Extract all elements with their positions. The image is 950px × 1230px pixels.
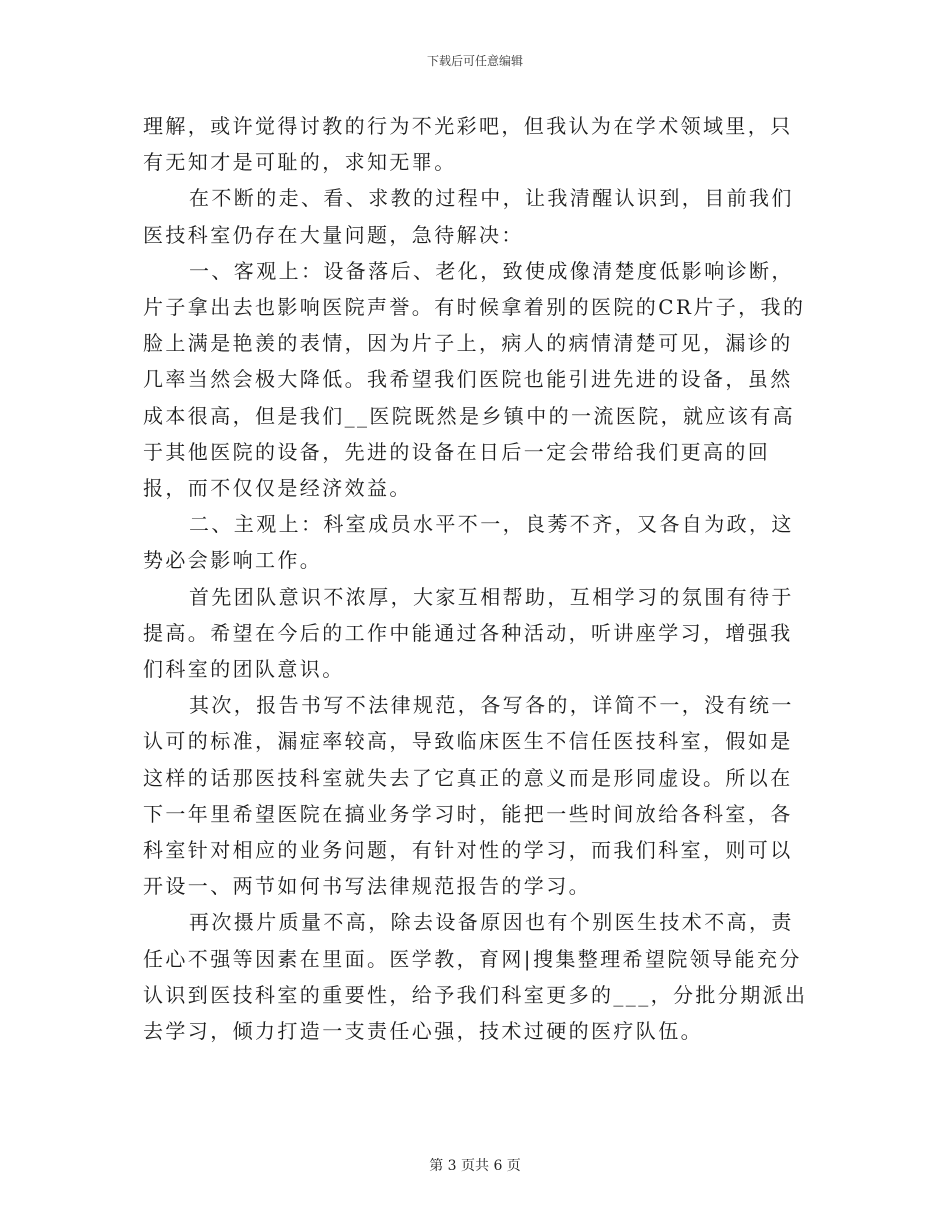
paragraph: 在不断的走、看、求教的过程中，让我清醒认识到，目前我们医技科室仍存在大量问题，急待解决： <box>143 186 794 247</box>
paragraph: 二、主观上：科室成员水平不一，良莠不齐，又各自为政，这势必会影响工作。 <box>143 512 794 573</box>
document-body <box>143 108 808 1049</box>
page-number: 第 3 页共 6 页 <box>429 1158 521 1174</box>
page-header: 下载后可任意编辑 <box>426 54 523 68</box>
paragraph-continued: 理解，或许觉得讨教的行为不光彩吧，但我认为在学术领域里，只有无知才是可耻的，求知无罪。 <box>143 114 793 175</box>
paragraph: 一、客观上：设备落后、老化，致使成像清楚度低影响诊断，片子拿出去也影响医院声誉。有时候拿着别的医院的CR片子，我的脸上满是艳羡的表情，因为片子上，病人的病情清楚可见，漏诊的几率当然会极大降低。我希望我们医院也能引进先进的设备，虽然成本很高，但是我们__医院既然是乡镇中的一流医院，就应该有高于其他医院的设备，先进的设备在日后一定会带给我们更高的回报，而不仅仅是经济效益。 <box>143 258 806 501</box>
paragraph: 首先团队意识不浓厚，大家互相帮助，互相学习的氛围有待于提高。希望在今后的工作中能通过各种活动，听讲座学习，增强我们科室的团队意识。 <box>143 584 794 682</box>
paragraph: 再次摄片质量不高，除去设备原因也有个别医生技术不高，责任心不强等因素在里面。医学教，育网|搜集整理希望院领导能充分认识到医技科室的重要性，给予我们科室更多的___，分批分期派出去学习，倾力打造一支责任心强，技术过硬的医疗队伍。 <box>143 910 808 1044</box>
paragraph: 其次，报告书写不法律规范，各写各的，详简不一，没有统一认可的标准，漏症率较高，导致临床医生不信任医技科室，假如是这样的话那医技科室就失去了它真正的意义而是形同虚设。所以在下一年里希望医院在搞业务学习时，能把一些时间放给各科室，各科室针对相应的业务问题，有针对性的学习，而我们科室，则可以开设一、两节如何书写法律规范报告的学习。 <box>143 693 794 899</box>
